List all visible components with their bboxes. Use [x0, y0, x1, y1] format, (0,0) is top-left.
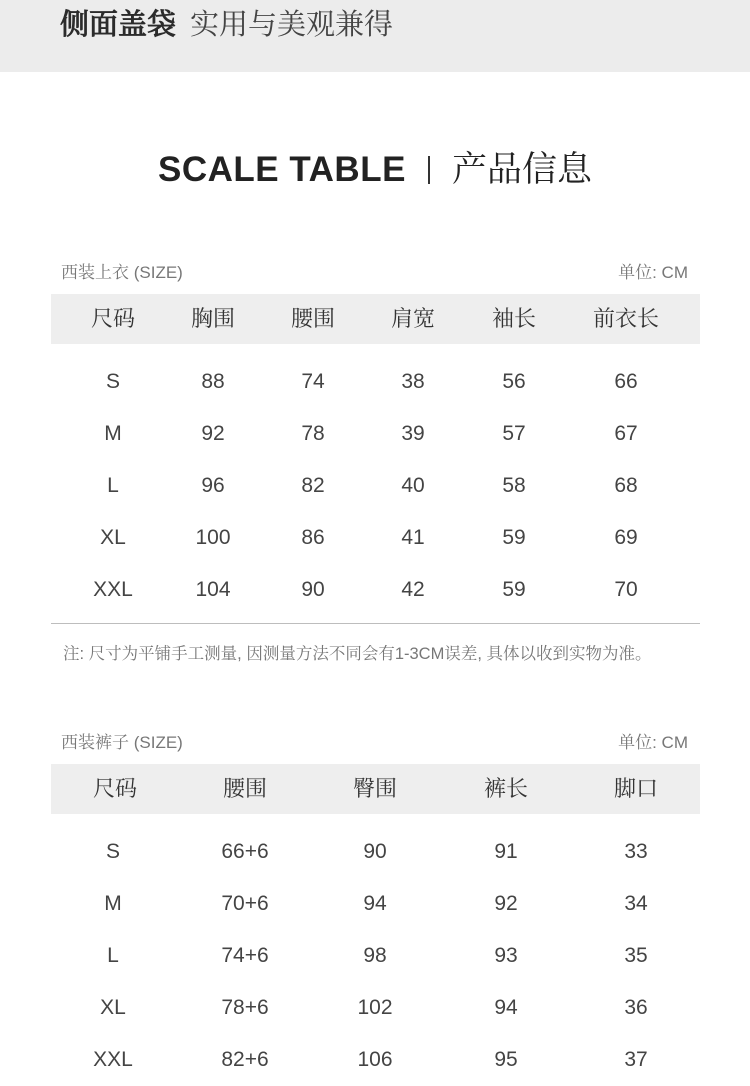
jacket-col-header: 肩宽 [390, 306, 436, 331]
table-cell: 82+6 [221, 1048, 269, 1071]
table-cell: 94 [494, 996, 518, 1019]
table-cell: 78+6 [221, 996, 269, 1019]
table-cell: 93 [494, 944, 518, 967]
table-cell: 39 [401, 422, 425, 445]
table-cell: 68 [614, 474, 638, 497]
table-cell: 33 [624, 840, 648, 863]
table-cell: 35 [624, 944, 648, 967]
table-cell: L [107, 474, 119, 497]
table-cell: XL [100, 996, 126, 1019]
jacket-table-header [51, 294, 700, 344]
jacket-table-row [51, 512, 700, 564]
table-cell: 100 [195, 526, 231, 549]
table-cell: 102 [357, 996, 393, 1019]
table-cell: 37 [624, 1048, 648, 1071]
jacket-unit-label: 单位: CM [618, 263, 688, 282]
pants-section-title: 西装裤子 (SIZE) [61, 733, 183, 752]
table-cell: 74+6 [221, 944, 269, 967]
table-cell: 66 [614, 370, 638, 393]
pants-unit-label: 单位: CM [618, 733, 688, 752]
table-cell: 82 [301, 474, 325, 497]
table-cell: 59 [502, 526, 526, 549]
heading-english: SCALE TABLE [158, 150, 406, 189]
banner-subtext: 实用与美观兼得 [190, 9, 394, 41]
pants-col-header: 尺码 [92, 776, 138, 801]
table-cell: 90 [363, 840, 387, 863]
pants-col-header: 臀围 [352, 776, 398, 801]
pants-col-header: 脚口 [613, 776, 659, 801]
jacket-col-header: 前衣长 [592, 306, 660, 331]
heading-separator [428, 156, 430, 184]
table-cell: M [104, 422, 122, 445]
jacket-col-header: 腰围 [290, 306, 336, 331]
table-divider [51, 623, 700, 624]
table-cell: 34 [624, 892, 648, 915]
pants-col-header: 腰围 [222, 776, 268, 801]
table-cell: 42 [401, 578, 425, 601]
table-cell: 67 [614, 422, 638, 445]
pants-col-header: 裤长 [483, 776, 529, 801]
table-cell: 36 [624, 996, 648, 1019]
table-cell: 92 [494, 892, 518, 915]
jacket-table-row [51, 460, 700, 512]
measurement-note: 注: 尺寸为平铺手工测量, 因测量方法不同会有1-3CM误差, 具体以收到实物为准。 [63, 645, 652, 663]
heading-chinese: 产品信息 [451, 150, 592, 189]
jacket-col-header: 袖长 [491, 306, 537, 331]
table-cell: L [107, 944, 119, 967]
banner-text [60, 8, 393, 42]
table-cell: 92 [201, 422, 225, 445]
table-cell: M [104, 892, 122, 915]
table-cell: 74 [301, 370, 325, 393]
table-cell: 96 [201, 474, 225, 497]
pants-table-row [51, 930, 700, 982]
table-cell: 41 [401, 526, 425, 549]
table-cell: XXL [93, 1048, 133, 1071]
pants-table-row [51, 982, 700, 1034]
pants-table-header [51, 764, 700, 814]
table-cell: 88 [201, 370, 225, 393]
table-cell: 91 [494, 840, 518, 863]
table-cell: 40 [401, 474, 425, 497]
table-cell: 106 [357, 1048, 393, 1071]
table-cell: XL [100, 526, 126, 549]
table-cell: 58 [502, 474, 526, 497]
table-cell: 69 [614, 526, 638, 549]
table-cell: 94 [363, 892, 387, 915]
table-cell: 104 [195, 578, 231, 601]
pants-table-row [51, 1034, 700, 1086]
table-cell: 86 [301, 526, 325, 549]
table-cell: S [105, 370, 121, 393]
table-cell: 95 [494, 1048, 518, 1071]
pants-table-row [51, 878, 700, 930]
table-cell: 70 [614, 578, 638, 601]
jacket-col-header: 尺码 [90, 306, 136, 331]
table-cell: XXL [93, 578, 133, 601]
table-cell: 57 [502, 422, 526, 445]
table-cell: 38 [401, 370, 425, 393]
table-cell: S [105, 840, 121, 863]
table-cell: 98 [363, 944, 387, 967]
banner-bold-text: 侧面盖袋 [60, 9, 177, 41]
jacket-section-title: 西装上衣 (SIZE) [61, 263, 183, 282]
table-cell: 78 [301, 422, 325, 445]
table-cell: 90 [301, 578, 325, 601]
jacket-col-header: 胸围 [190, 306, 236, 331]
table-cell: 56 [502, 370, 526, 393]
pants-table-row [51, 826, 700, 878]
table-cell: 59 [502, 578, 526, 601]
top-banner [0, 0, 750, 72]
scale-table-heading [0, 148, 750, 192]
table-cell: 66+6 [221, 840, 269, 863]
jacket-table-row [51, 408, 700, 460]
jacket-table-row [51, 564, 700, 616]
jacket-table-row [51, 356, 700, 408]
table-cell: 70+6 [221, 892, 269, 915]
